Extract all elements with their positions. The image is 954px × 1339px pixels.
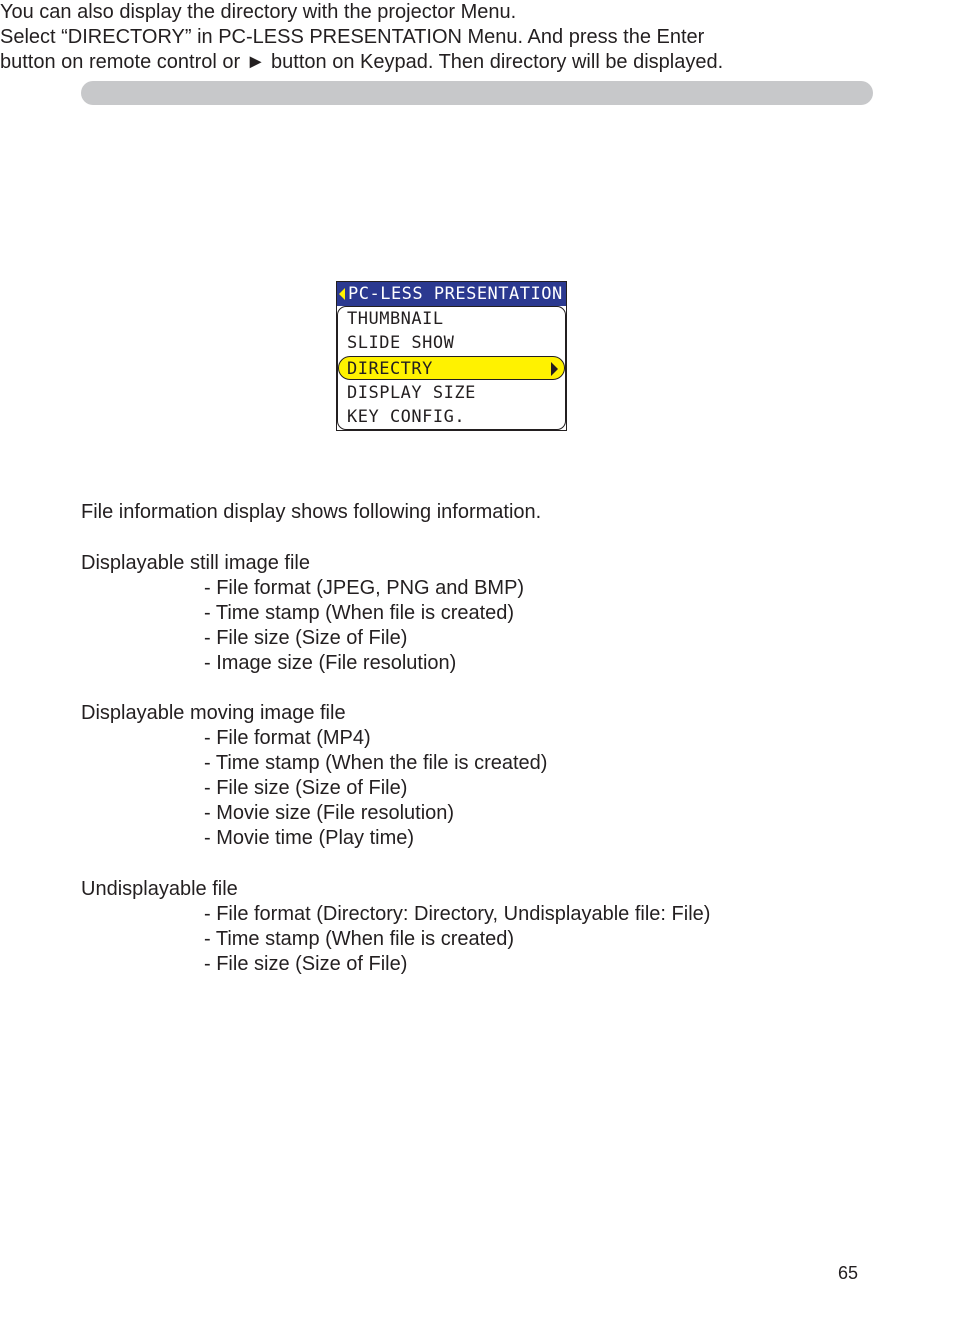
list-item: - File format (JPEG, PNG and BMP): [204, 577, 525, 599]
intro-line: button on remote control or ► button on Keypad. Then directory will be displayed.: [0, 51, 724, 73]
section-undisplayable: [81, 877, 710, 977]
menu-item-slide-show[interactable]: SLIDE SHOW: [347, 333, 455, 353]
left-arrow-icon[interactable]: [339, 288, 345, 300]
list-item: - Time stamp (When file is created): [204, 928, 515, 950]
list-item: - Time stamp (When file is created): [204, 602, 515, 624]
info-intro: File information display shows following information.: [81, 501, 542, 523]
list-item: - Movie time (Play time): [204, 827, 415, 849]
list-item: - File size (Size of File): [204, 953, 408, 975]
menu-item-thumbnail[interactable]: THUMBNAIL: [347, 309, 444, 329]
menu-item-display-size[interactable]: DISPLAY SIZE: [347, 383, 476, 403]
list-item: - File format (Directory: Directory, Undisplayable file: File): [204, 903, 711, 925]
menu-title: PC-LESS PRESENTATION: [348, 284, 563, 304]
list-item: - Movie size (File resolution): [204, 802, 455, 824]
section-heading: Undisplayable file: [81, 878, 238, 900]
menu-item-label: DIRECTRY: [347, 359, 433, 379]
list-item: - Image size (File resolution): [204, 652, 457, 674]
section-heading: Displayable moving image file: [81, 702, 346, 724]
intro-line: Select “DIRECTORY” in PC-LESS PRESENTATION Menu. And press the Enter: [0, 26, 705, 48]
list-item: - File size (Size of File): [204, 777, 408, 799]
right-arrow-icon: [551, 362, 558, 376]
intro-paragraph: [0, 0, 954, 75]
menu-item-key-config[interactable]: KEY CONFIG.: [347, 407, 466, 427]
list-item: - File size (Size of File): [204, 627, 408, 649]
list-item: - File format (MP4): [204, 727, 371, 749]
header-bar: [81, 81, 873, 105]
section-moving-image: [81, 701, 547, 851]
section-still-image: [81, 551, 524, 676]
pc-less-presentation-menu: [336, 281, 567, 431]
menu-body: [337, 306, 566, 430]
menu-item-directry[interactable]: [338, 356, 565, 380]
section-heading: Displayable still image file: [81, 552, 310, 574]
intro-line: You can also display the directory with the projector Menu.: [0, 1, 517, 23]
list-item: - Time stamp (When the file is created): [204, 752, 548, 774]
menu-title-bar: [337, 282, 566, 306]
page-number: 65: [838, 1263, 859, 1283]
